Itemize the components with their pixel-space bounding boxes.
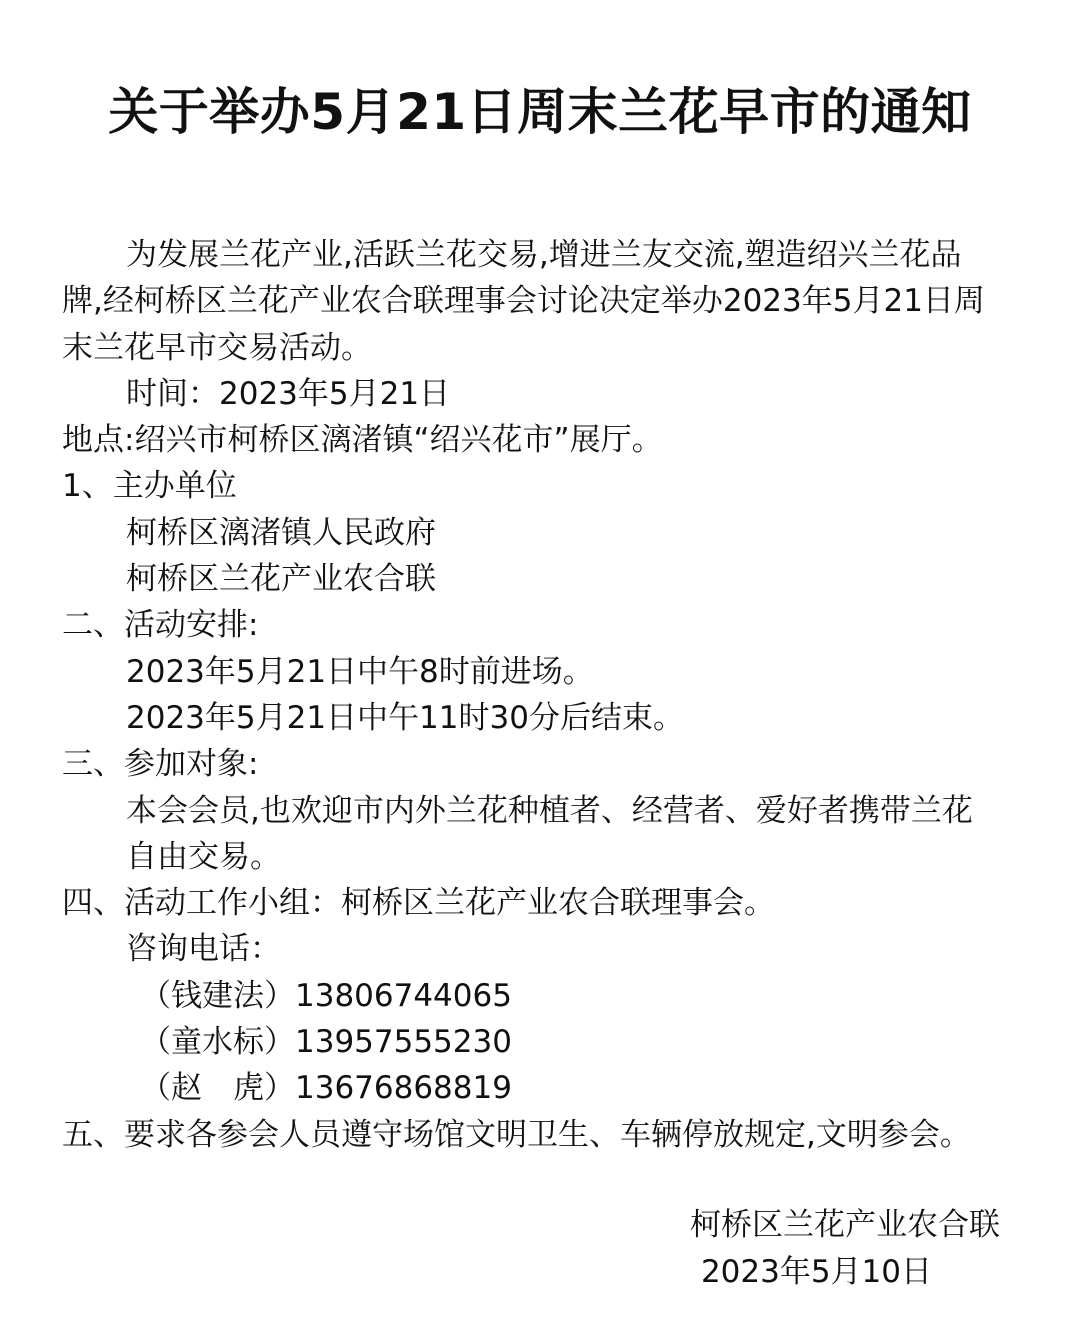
contact-item: （童水标）13957555230 <box>140 1024 512 1061</box>
notice-title: 关于举办5月21日周末兰花早市的通知 <box>108 83 972 141</box>
schedule-heading: 二、活动安排: <box>62 607 259 644</box>
signature-date: 2023年5月10日 <box>700 1254 932 1290</box>
organizer-heading: 1、主办单位 <box>62 468 237 505</box>
schedule-item: 2023年5月21日中午8时前进场。 <box>126 653 594 690</box>
intro-line-3: 末兰花早市交易活动。 <box>62 329 372 366</box>
hotline-label: 咨询电话： <box>126 931 281 968</box>
event-location: 地点:绍兴市柯桥区漓渚镇“绍兴花市”展厅。 <box>62 422 663 459</box>
intro-line-2: 牌,经柯桥区兰花产业农合联理事会讨论决定举办2023年5月21日周 <box>62 283 985 320</box>
organizer-item: 柯桥区兰花产业农合联 <box>126 561 436 598</box>
participants-heading: 三、参加对象: <box>62 746 259 783</box>
participants-line-2: 自由交易。 <box>126 838 281 875</box>
schedule-item: 2023年5月21日中午11时30分后结束。 <box>126 699 684 736</box>
event-time: 时间：2023年5月21日 <box>126 375 451 412</box>
organizer-item: 柯桥区漓渚镇人民政府 <box>126 514 436 551</box>
participants-line-1: 本会会员,也欢迎市内外兰花种植者、经营者、爱好者携带兰花 <box>126 792 973 829</box>
signature-organization: 柯桥区兰花产业农合联 <box>690 1207 1000 1243</box>
notice-body <box>62 232 1022 1158</box>
contact-item: （赵 虎）13676868819 <box>140 1070 512 1107</box>
requirements-line: 五、要求各参会人员遵守场馆文明卫生、车辆停放规定,文明参会。 <box>62 1116 971 1153</box>
working-group-heading: 四、活动工作小组：柯桥区兰花产业农合联理事会。 <box>62 885 775 922</box>
contact-item: （钱建法）13806744065 <box>140 977 512 1014</box>
intro-line-1: 为发展兰花产业,活跃兰花交易,增进兰友交流,塑造绍兴兰花品 <box>126 237 962 273</box>
